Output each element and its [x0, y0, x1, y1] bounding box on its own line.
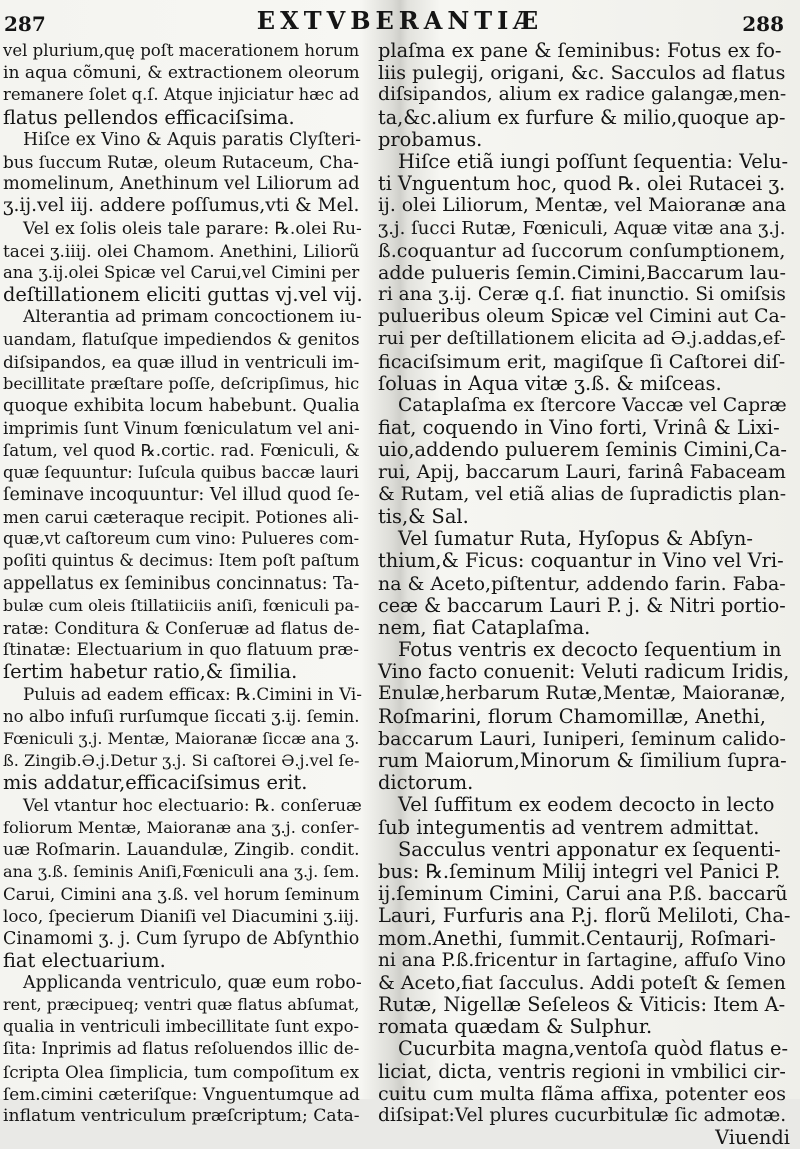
text-line: Applicanda ventriculo, quæ eum robo- — [23, 972, 362, 993]
text-line: diſsipandos, ea quæ illud in ventriculi im- — [3, 351, 360, 372]
text-line: rui per deſtillationem elicita ad Ə.j.addas,ef- — [378, 328, 786, 350]
text-line: ni ana P.ß.fricentur in ſartagine, affuſo Vino — [378, 949, 786, 971]
text-line: no albo infuſi rurſumque ſiccati ʒ.ij. ſemin. — [3, 706, 360, 726]
text-line: ſtinatæ: Electuarium in quo flatuum præ- — [3, 640, 360, 661]
text-line: diſsipat:Vel plures cucurbitulæ ſic admotæ. — [378, 1105, 787, 1126]
text-line: adde pulueris ſemin.Cimini,Baccarum lau- — [378, 261, 786, 284]
text-line: uio,addendo puluerem ſeminis Cimini,Ca- — [378, 438, 787, 462]
text-line: ti Vnguentum hoc, quod ℞. olei Rutacei ʒ. — [378, 172, 786, 196]
text-line: romata quædam & Sulphur. — [378, 1015, 653, 1039]
text-line: plaſma ex pane & ſeminibus: Fotus ex fo- — [378, 39, 782, 62]
text-line: ſeminave incoquuntur: Vel illud quod ſe- — [3, 484, 360, 505]
text-line: ʒ.ij.vel iij. addere poſſumus,vti & Mel. — [3, 195, 360, 217]
text-line: Enulæ,herbarum Rutæ,Mentæ, Maioranæ, — [378, 683, 786, 705]
text-line: Vino facto conuenit: Veluti radicum Iridis, — [378, 660, 790, 684]
text-line: & Rutam, vel etiã alias de ſupradictis plan- — [378, 483, 787, 505]
left-text-column — [3, 40, 363, 1126]
text-line: Carui, Cimini ana ʒ.ß. vel horum ſeminum — [3, 884, 360, 905]
text-line: becillitate præſtare poſſe, deſcripſimus, hic — [3, 373, 360, 393]
text-line: uæ Roſmarin. Lauandulæ, Zingib. condit. — [3, 839, 360, 860]
text-line: ß. Zingib.Ə.j.Detur ʒ.j. Si caſtorei Ə.j.vel ſe- — [3, 751, 360, 770]
text-line: Fotus ventris ex decocto ſequentium in — [398, 638, 782, 662]
text-line: ratæ: Conditura & Conſeruæ ad flatus de- — [3, 617, 360, 638]
text-line: quæ ſequuntur: Iuſcula quibus baccæ lauri — [3, 462, 359, 482]
text-line: Fœniculi ʒ.j. Mentæ, Maioranæ ſiccæ ana ʒ. — [3, 728, 360, 748]
text-line: Vel ſuffitum ex eodem decocto in lecto — [398, 793, 775, 817]
text-line: inflatum ventriculum præſcriptum; Cata- — [3, 1106, 360, 1126]
text-line: bus ſuccum Rutæ, oleum Rutaceum, Cha- — [3, 151, 359, 172]
text-line: momelinum, Anethinum vel Liliorum ad — [3, 174, 360, 195]
text-line: Cataplaſma ex ſtercore Vaccæ vel Capræ — [398, 395, 787, 416]
text-line: diſsipandos, alium ex radice galangæ,men- — [378, 84, 787, 106]
text-line: fiat, coquendo in Vino forti, Vrinâ & Lixi- — [378, 416, 780, 440]
text-line: Hiſce ex Vino & Aquis paratis Clyſteri- — [23, 129, 362, 150]
right-page-number: 288 — [742, 12, 784, 36]
text-line: ſub integumentis ad ventrem admittat. — [378, 815, 760, 839]
text-line: thium,& Ficus: coquantur in Vino vel Vri- — [378, 549, 784, 573]
left-page-number: 287 — [4, 12, 46, 36]
text-line: ana ʒ.ij.olei Spicæ vel Carui,vel Cimini per — [3, 262, 360, 282]
text-line: remanere ſolet q.ſ. Atque injiciatur hæc ad — [3, 85, 360, 105]
text-line: na & Aceto,piſtentur, addendo farin. Faba- — [378, 572, 786, 595]
text-line: Cinamomi ʒ. j. Cum ſyrupo de Abſynthio — [3, 928, 360, 949]
text-line: ij. olei Liliorum, Mentæ, vel Maioranæ ana — [378, 195, 787, 217]
text-line: mom.Anethi, ſummit.Centaurij, Roſmari- — [378, 926, 776, 950]
text-line: quoque exhibita locum habebunt. Qualia — [3, 396, 360, 416]
text-line: men carui cæteraque recipit. Potiones ali- — [3, 506, 359, 527]
text-line: Lauri, Furfuris ana P.j. florũ Meliloti, Cha- — [378, 904, 791, 928]
text-line: rent, præcipueq; ventri quæ flatus abſumat, — [3, 995, 360, 1015]
text-line: foliorum Mentæ, Maioranæ ana ʒ.j. conſer- — [3, 817, 360, 837]
text-line: Puluis ad eadem efficax: ℞.Cimini in Vi- — [23, 684, 362, 705]
text-line: Cucurbita magna,ventoſa quòd flatus e- — [398, 1037, 788, 1061]
text-line: ß.coquantur ad ſuccorum conſumptionem, — [378, 239, 786, 262]
text-line: probamus. — [378, 127, 483, 151]
text-line: appellatus ex ſeminibus concinnatus: Ta- — [3, 573, 360, 594]
text-line: Rutæ, Nigellæ Seſeleos & Viticis: Item A- — [378, 993, 786, 1017]
text-line: Hiſce etiã iungi poſſunt ſequentia: Velu- — [398, 149, 789, 173]
page-header — [0, 0, 800, 40]
running-title: EXTVBERANTIÆ — [256, 6, 544, 35]
text-line: rui, Apij, baccarum Lauri, farinâ Fabaceam — [378, 461, 786, 483]
text-line: ſoluas in Aqua vitæ ʒ.ß. & miſceas. — [378, 371, 722, 395]
text-line: pulueribus oleum Spicæ vel Cimini aut Ca- — [378, 306, 787, 328]
text-line: nem, fiat Cataplaſma. — [378, 615, 591, 639]
text-line: tis,& Sal. — [378, 504, 469, 528]
text-line: dictorum. — [378, 771, 474, 795]
catchword: Viuendi — [715, 1126, 790, 1149]
text-line: ſatum, vel quod ℞.cortic. rad. Fœniculi, & — [3, 440, 360, 461]
text-line: bus: ℞.ſeminum Milij integri vel Panici P. — [378, 859, 781, 883]
text-line: Vel ex ſolis oleis tale parare: ℞.olei Ru- — [23, 218, 362, 239]
text-line: deſtillationem eliciti guttas vj.vel vij. — [3, 283, 363, 307]
text-line: Vel vtantur hoc electuario: ℞. conſeruæ — [23, 795, 362, 816]
text-line: mis addatur,efficaciſsimus erit. — [3, 771, 308, 795]
text-line: ceæ & baccarum Lauri P. j. & Nitri portio- — [378, 593, 786, 617]
text-line: poſiti quintus & decimus: Item poſt paſtum — [3, 551, 360, 571]
text-line: ficaciſsimum erit, magiſque ſi Caſtorei diſ- — [378, 350, 786, 373]
text-line: bulæ cum oleis ſtillatiiciis aniſi, fœniculi pa- — [3, 595, 360, 615]
text-line: in aqua cõmuni, & extractionem oleorum — [3, 63, 360, 84]
text-line: & Aceto,fiat ſacculus. Addi poteſt & ſemen — [378, 971, 786, 994]
text-line: Vel ſumatur Ruta, Hyſopus & Abſyn- — [398, 527, 753, 551]
text-line: fiat electuarium. — [3, 948, 166, 972]
text-line: rum Maiorum,Minorum & ſimilium ſupra- — [378, 749, 787, 772]
text-line: ij.ſeminum Cimini, Carui ana P.ß. baccarũ — [378, 882, 788, 906]
text-line: flatus pellendos efficaciſsima. — [3, 105, 295, 129]
text-line: liis pulegij, origani, &c. Sacculos ad flatus — [378, 62, 786, 85]
text-line: ri ana ʒ.ij. Ceræ q.ſ. fiat inunctio. Si omiſsis — [378, 284, 786, 306]
text-line: baccarum Lauri, Iuniperi, ſeminum calido- — [378, 727, 786, 750]
text-line: loco, ſpecierum Dianiſi vel Diacumini ʒ.iij. — [3, 906, 360, 927]
text-line: uandam, flatuſque impediendos & genitos — [3, 329, 360, 350]
text-line: ſem.cimini cæteriſque: Vnguentumque ad — [3, 1083, 360, 1104]
text-line: ſcripta Olea ſimplicia, tum compoſitum ex — [3, 1061, 360, 1082]
text-line: Sacculus ventri apponatur ex ſequenti- — [398, 837, 781, 861]
text-line: tacei ʒ.iiij. olei Chamom. Anethini, Liliorũ — [3, 240, 360, 261]
text-line: ana ʒ.ß. ſeminis Aniſi,Fœniculi ana ʒ.j. ſem. — [3, 861, 360, 881]
text-line: quæ,vt caſtoreum cum vino: Pulueres com- — [3, 529, 360, 549]
text-line: Alterantia ad primam concoctionem iu- — [23, 307, 362, 328]
text-line: Roſmarini, florum Chamomillæ, Anethi, — [378, 704, 766, 728]
text-line: qualia in ventriculi imbecillitate ſunt expo- — [3, 1017, 360, 1037]
text-line: ta,&c.alium ex furfure & milio,quoque ap- — [378, 105, 786, 129]
text-line: imprimis ſunt Vinum fœniculatum vel ani- — [3, 418, 360, 439]
text-line: ſita: Inprimis ad flatus reſoluendos illic de- — [3, 1039, 360, 1059]
right-text-column — [378, 39, 791, 1149]
text-line: cuitu cum multa flãma affixa, potenter eos — [378, 1082, 787, 1105]
text-line: vel plurium,quę poſt macerationem horum — [3, 41, 360, 60]
text-line: ʒ.j. ſucci Rutæ, Fœniculi, Aquæ vitæ ana ʒ.j. — [378, 217, 786, 239]
text-line: ſertim habetur ratio,& ſimilia. — [3, 660, 298, 684]
text-line: liciat, dicta, ventris regioni in vmbilici cir- — [378, 1059, 786, 1083]
